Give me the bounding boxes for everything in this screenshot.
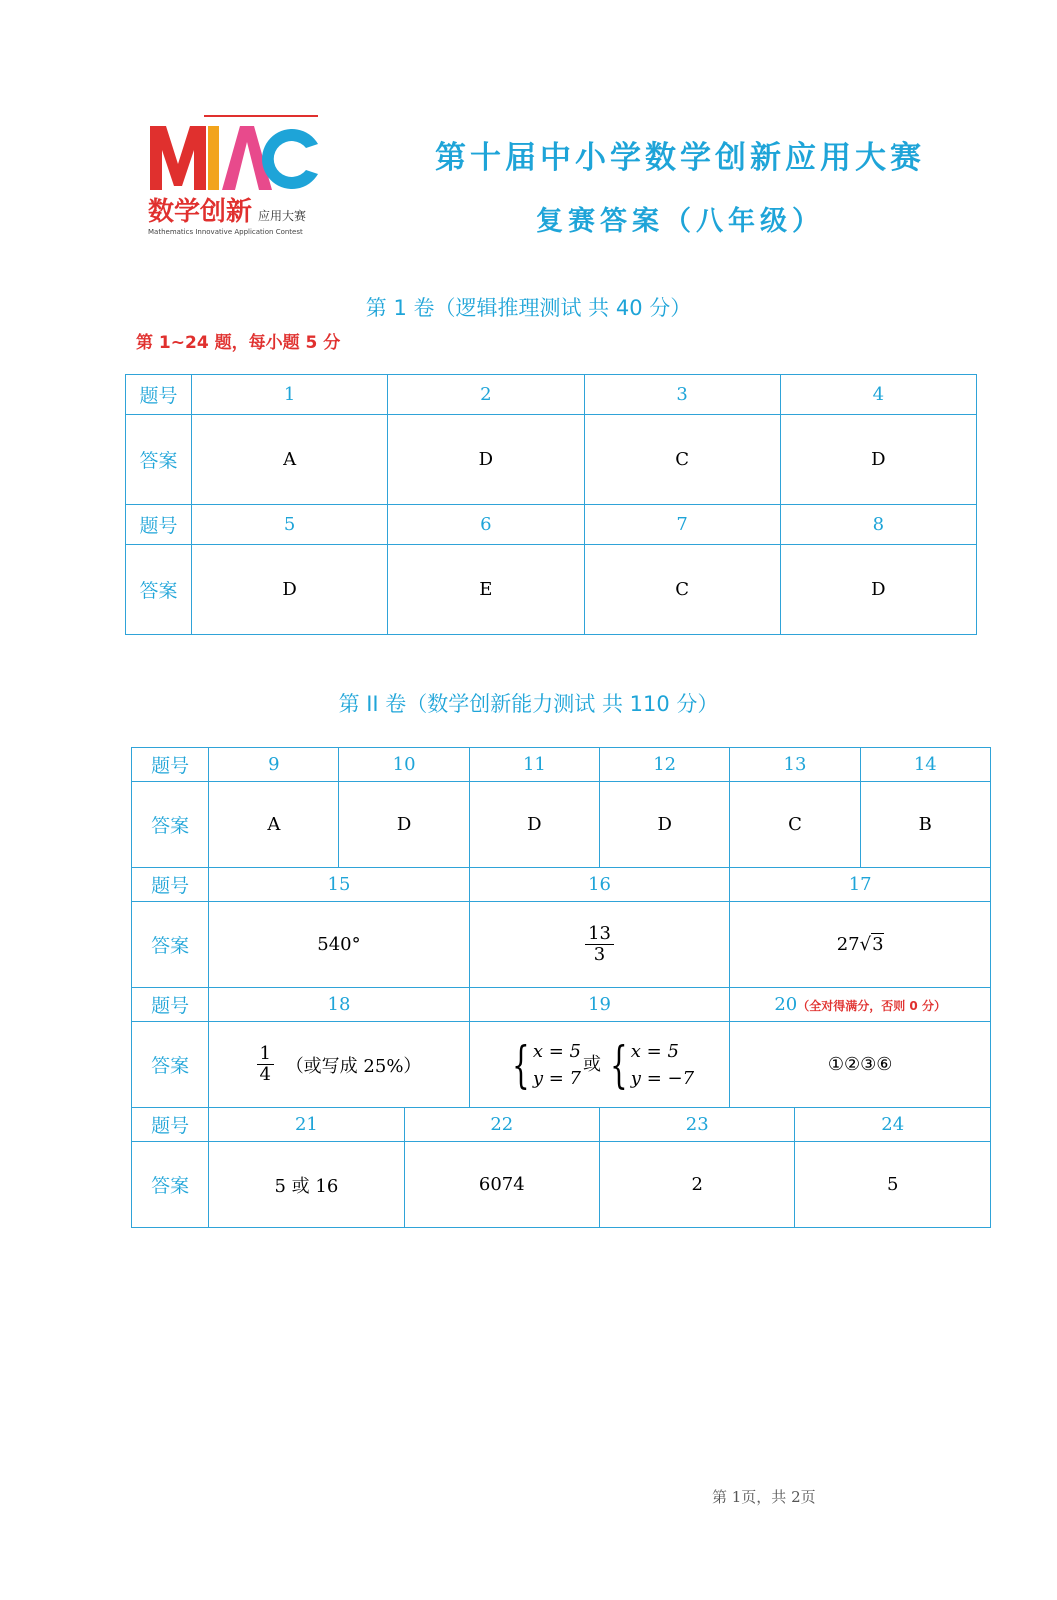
qnum-cell: 4	[780, 375, 976, 415]
fraction-numerator: 13	[585, 924, 614, 945]
qnum-cell: 23	[600, 1108, 795, 1142]
answer-cell: D	[388, 415, 584, 505]
equation-system	[505, 1035, 581, 1094]
answer-cell: C	[730, 782, 860, 868]
qnum-cell: 18	[209, 988, 470, 1022]
answer-cell: D	[192, 545, 388, 635]
equation-line: x = 5	[532, 1040, 581, 1062]
answer-cell: 5 或 16	[209, 1142, 404, 1228]
qnum-cell: 6	[388, 505, 584, 545]
part1-heading: 第 1 卷（逻辑推理测试 共 40 分）	[365, 296, 692, 320]
table-row	[126, 415, 977, 505]
qnum-cell: 21	[209, 1108, 404, 1142]
table-row	[132, 1142, 991, 1228]
answer-cell: 2	[600, 1142, 795, 1228]
answer-label: 答案	[132, 782, 209, 868]
table-row	[132, 748, 991, 782]
answer-cell	[469, 1022, 730, 1108]
contest-logo	[146, 112, 326, 242]
qnum-cell: 5	[192, 505, 388, 545]
qnum-cell: 7	[584, 505, 780, 545]
qnum-cell: 17	[730, 868, 991, 902]
radicand: 3	[872, 934, 884, 955]
logo-en-text: Mathematics Innovative Application Contest	[148, 228, 303, 236]
page-number: 第 1页，共 2页	[712, 1488, 816, 1506]
qnum-cell: 19	[469, 988, 730, 1022]
answer-cell: 6074	[404, 1142, 599, 1228]
qnum-label: 题号	[132, 868, 209, 902]
answer-cell: A	[209, 782, 339, 868]
qnum-cell: 16	[469, 868, 730, 902]
fraction-numerator: 1	[257, 1044, 274, 1065]
answer-cell: E	[388, 545, 584, 635]
qnum-cell: 14	[860, 748, 990, 782]
answer-cell: B	[860, 782, 990, 868]
answer-table-part1	[125, 374, 977, 635]
answer-cell	[209, 1022, 470, 1108]
answer-cell: C	[584, 415, 780, 505]
root-sign: √	[859, 934, 872, 955]
fraction-denominator: 3	[593, 944, 606, 965]
equation-line: y = 7	[532, 1067, 581, 1089]
logo-graphic	[146, 112, 326, 242]
table-row	[132, 782, 991, 868]
answer-cell: D	[780, 415, 976, 505]
answer-label: 答案	[126, 545, 192, 635]
answer-label: 答案	[132, 1142, 209, 1228]
qnum-cell: 9	[209, 748, 339, 782]
table-row	[132, 988, 991, 1022]
answer-cell: D	[469, 782, 599, 868]
qnum-cell: 15	[209, 868, 470, 902]
qnum-cell: 11	[469, 748, 599, 782]
scoring-note: （全对得满分，否则 0 分）	[797, 999, 946, 1013]
qnum-label: 题号	[126, 505, 192, 545]
answer-cell	[469, 902, 730, 988]
scoring-rule: 第 1~24 题，每小题 5 分	[136, 333, 341, 353]
table-row	[132, 1108, 991, 1142]
root-coefficient: 27	[836, 934, 860, 955]
or-text: 或	[582, 1053, 601, 1075]
qnum-cell: 13	[730, 748, 860, 782]
answer-cell: D	[600, 782, 730, 868]
equation-line: y = −7	[630, 1067, 695, 1089]
answer-cell: D	[339, 782, 469, 868]
answer-table-part2	[131, 747, 991, 1228]
qnum-cell: 22	[404, 1108, 599, 1142]
brace-icon: {	[610, 1035, 628, 1094]
table-row	[126, 375, 977, 415]
answer-cell: 5	[795, 1142, 991, 1228]
equation-line: x = 5	[630, 1040, 679, 1062]
brace-icon: {	[512, 1035, 530, 1094]
equation-system	[603, 1035, 695, 1094]
table-row	[132, 902, 991, 988]
table-row	[126, 505, 977, 545]
page-subtitle: 复赛答案（八年级）	[536, 206, 824, 237]
table-row	[132, 1022, 991, 1108]
answer-cell: A	[192, 415, 388, 505]
qnum-cell: 3	[584, 375, 780, 415]
table-row	[126, 545, 977, 635]
qnum-cell: 10	[339, 748, 469, 782]
qnum-cell: 8	[780, 505, 976, 545]
answer-cell: C	[584, 545, 780, 635]
qnum-label: 题号	[132, 748, 209, 782]
page-title: 第十届中小学数学创新应用大赛	[435, 140, 925, 176]
qnum-cell: 2	[388, 375, 584, 415]
answer-label: 答案	[132, 902, 209, 988]
qnum-cell	[730, 988, 991, 1022]
qnum-cell: 24	[795, 1108, 991, 1142]
logo-cn-text: 数学创新	[148, 197, 253, 227]
logo-cn-small-text: 应用大赛	[258, 209, 307, 223]
alt-answer-text: （或写成 25%）	[285, 1055, 422, 1077]
qnum-label: 题号	[132, 1108, 209, 1142]
qnum-text: 20	[774, 994, 798, 1015]
fraction	[257, 1044, 274, 1085]
qnum-label: 题号	[132, 988, 209, 1022]
answer-cell: 540°	[209, 902, 470, 988]
table-row	[132, 868, 991, 902]
answer-cell: D	[780, 545, 976, 635]
fraction	[585, 924, 614, 965]
answer-label: 答案	[126, 415, 192, 505]
answer-label: 答案	[132, 1022, 209, 1108]
answer-cell	[730, 902, 991, 988]
answer-cell: ①②③⑥	[730, 1022, 991, 1108]
part2-heading: 第 II 卷（数学创新能力测试 共 110 分）	[338, 692, 719, 716]
qnum-cell: 1	[192, 375, 388, 415]
qnum-label: 题号	[126, 375, 192, 415]
fraction-denominator: 4	[259, 1064, 271, 1085]
qnum-cell: 12	[600, 748, 730, 782]
page-header	[420, 132, 940, 238]
